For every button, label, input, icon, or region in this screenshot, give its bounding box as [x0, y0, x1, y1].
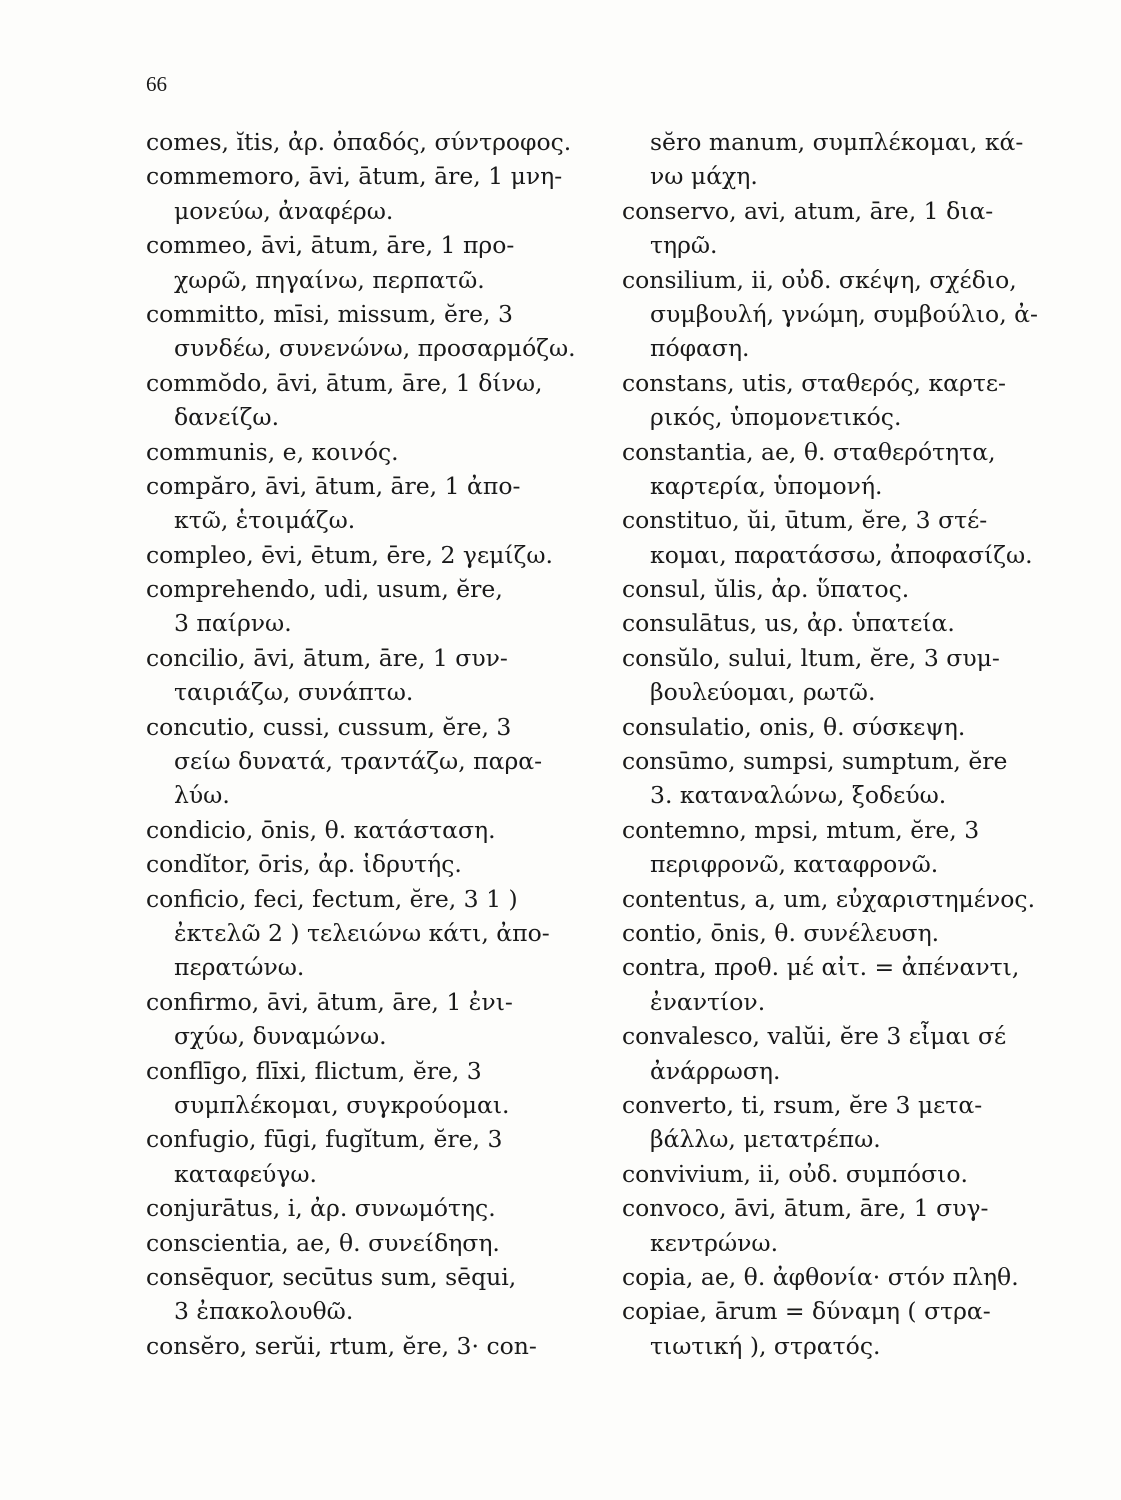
dictionary-line: sĕro manum, συμπλέκομαι, κά-: [650, 128, 1024, 156]
dictionary-line: convalesco, valŭi, ĕre 3 εἶμαι σέ: [622, 1022, 1007, 1051]
dictionary-line: consūmo, sumpsi, sumptum, ĕre: [622, 747, 1008, 776]
dictionary-line: τιωτική ), στρατός.: [650, 1331, 881, 1360]
dictionary-line: πόφαση.: [650, 334, 750, 363]
dictionary-line: concutio, cussi, cussum, ĕre, 3: [146, 712, 512, 741]
dictionary-line: confugio, fūgi, fugĭtum, ĕre, 3: [146, 1125, 503, 1154]
dictionary-line: convivium, ii, οὐδ. συμπόσιο.: [622, 1159, 968, 1188]
dictionary-line: condĭtor, ōris, ἀρ. ἱδρυτής.: [146, 850, 462, 879]
dictionary-line: 3. καταναλώνω, ξοδεύω.: [650, 781, 947, 810]
dictionary-line: τηρῶ.: [650, 231, 718, 260]
dictionary-line: ἀνάρρωση.: [650, 1056, 781, 1085]
dictionary-line: συνδέω, συνενώνω, προσαρμόζω.: [174, 334, 576, 363]
dictionary-line: committo, mīsi, missum, ĕre, 3: [146, 299, 513, 328]
dictionary-line: consulatio, onis, θ. σύσκεψη.: [622, 712, 966, 741]
dictionary-line: compleo, ēvi, ētum, ēre, 2 γεμίζω.: [146, 540, 553, 569]
dictionary-line: contemno, mpsi, mtum, ĕre, 3: [622, 815, 980, 844]
dictionary-line: constans, utis, σταθερός, καρτε-: [622, 368, 1006, 397]
dictionary-line: converto, ti, rsum, ĕre 3 μετα-: [622, 1090, 983, 1119]
dictionary-line: περιφρονῶ, καταφρονῶ.: [650, 850, 939, 879]
dictionary-line: conservo, avi, atum, āre, 1 δια-: [622, 196, 994, 225]
dictionary-line: consŭlo, sului, ltum, ĕre, 3 συμ-: [622, 643, 1000, 672]
dictionary-line: condicio, ōnis, θ. κατάσταση.: [146, 815, 496, 844]
dictionary-line: conscientia, ae, θ. συνείδηση.: [146, 1228, 500, 1257]
dictionary-line: constituo, ŭi, ūtum, ĕre, 3 στέ-: [622, 506, 988, 535]
dictionary-line: copia, ae, θ. ἀφθονία· στόν πληθ.: [622, 1262, 1019, 1291]
dictionary-line: comes, ĭtis, ἀρ. ὀπαδός, σύντροφος.: [146, 128, 572, 156]
dictionary-line: commeo, āvi, ātum, āre, 1 προ-: [146, 231, 515, 260]
dictionary-line: νω μάχη.: [650, 162, 758, 191]
dictionary-line: κομαι, παρατάσσω, ἀποφασίζω.: [650, 540, 1033, 569]
dictionary-line: consĕro, serŭi, rtum, ĕre, 3· con-: [146, 1331, 537, 1360]
dictionary-line: 3 ἐπακολουθῶ.: [174, 1297, 354, 1326]
dictionary-line: χωρῶ, πηγαίνω, περπατῶ.: [174, 265, 485, 294]
dictionary-line: ἐναντίον.: [650, 987, 766, 1016]
left-column: [146, 125, 596, 1363]
dictionary-line: σχύω, δυναμώνω.: [174, 1022, 387, 1051]
dictionary-line: δανείζω.: [174, 403, 280, 432]
dictionary-line: copiae, ārum = δύναμη ( στρα-: [622, 1297, 991, 1326]
dictionary-line: conflīgo, flīxi, flictum, ĕre, 3: [146, 1056, 482, 1085]
dictionary-line: convoco, āvi, ātum, āre, 1 συγ-: [622, 1194, 989, 1223]
dictionary-line: conjurātus, i, ἀρ. συνωμότης.: [146, 1194, 496, 1223]
dictionary-line: commemoro, āvi, ātum, āre, 1 μνη-: [146, 162, 563, 191]
dictionary-line: commŏdo, āvi, ātum, āre, 1 δίνω,: [146, 368, 543, 397]
dictionary-line: communis, e, κοινός.: [146, 437, 399, 466]
dictionary-line: μονεύω, ἀναφέρω.: [174, 196, 394, 225]
dictionary-line: contentus, a, um, εὐχαριστημένος.: [622, 884, 1036, 913]
dictionary-line: concilio, āvi, ātum, āre, 1 συν-: [146, 643, 508, 672]
dictionary-line: περατώνω.: [174, 953, 305, 982]
dictionary-line: καταφεύγω.: [174, 1159, 318, 1188]
dictionary-line: conficio, feci, fectum, ĕre, 3 1 ): [146, 884, 518, 913]
dictionary-line: κτῶ, ἑτοιμάζω.: [174, 506, 356, 535]
dictionary-line: σείω δυνατά, τραντάζω, παρα-: [174, 747, 543, 776]
dictionary-line: ταιριάζω, συνάπτω.: [174, 678, 414, 707]
dictionary-line: κεντρώνω.: [650, 1228, 779, 1257]
dictionary-line: consilium, ii, οὐδ. σκέψη, σχέδιο,: [622, 265, 1017, 294]
dictionary-line: ρικός, ὑπομονετικός.: [650, 403, 902, 432]
dictionary-line: constantia, ae, θ. σταθερότητα,: [622, 437, 996, 466]
dictionary-line: consulātus, us, ἀρ. ὑπατεία.: [622, 609, 955, 638]
page-number: 66: [146, 72, 167, 96]
dictionary-line: καρτερία, ὑπομονή.: [650, 471, 883, 500]
dictionary-line: συμβουλή, γνώμη, συμβούλιο, ἀ-: [650, 299, 1038, 328]
dictionary-line: συμπλέκομαι, συγκρούομαι.: [174, 1090, 510, 1119]
dictionary-line: βάλλω, μετατρέπω.: [650, 1125, 881, 1154]
dictionary-line: consul, ŭlis, ἀρ. ὕπατος.: [622, 575, 910, 604]
dictionary-line: βουλεύομαι, ρωτῶ.: [650, 678, 876, 707]
right-column: [622, 125, 1087, 1363]
dictionary-line: compăro, āvi, ātum, āre, 1 ἀπο-: [146, 471, 521, 500]
dictionary-line: contio, ōnis, θ. συνέλευση.: [622, 918, 940, 947]
dictionary-line: λύω.: [174, 781, 230, 810]
dictionary-line: confirmo, āvi, ātum, āre, 1 ἐνι-: [146, 987, 513, 1016]
dictionary-line: 3 παίρνω.: [174, 609, 292, 638]
dictionary-line: ἐκτελῶ 2 ) τελειώνω κάτι, ἀπο-: [174, 918, 550, 947]
dictionary-line: consēquor, secūtus sum, sēqui,: [146, 1262, 517, 1291]
dictionary-line: contra, προθ. μέ αἰτ. = ἀπέναντι,: [622, 953, 1020, 982]
dictionary-line: comprehendo, udi, usum, ĕre,: [146, 575, 503, 604]
